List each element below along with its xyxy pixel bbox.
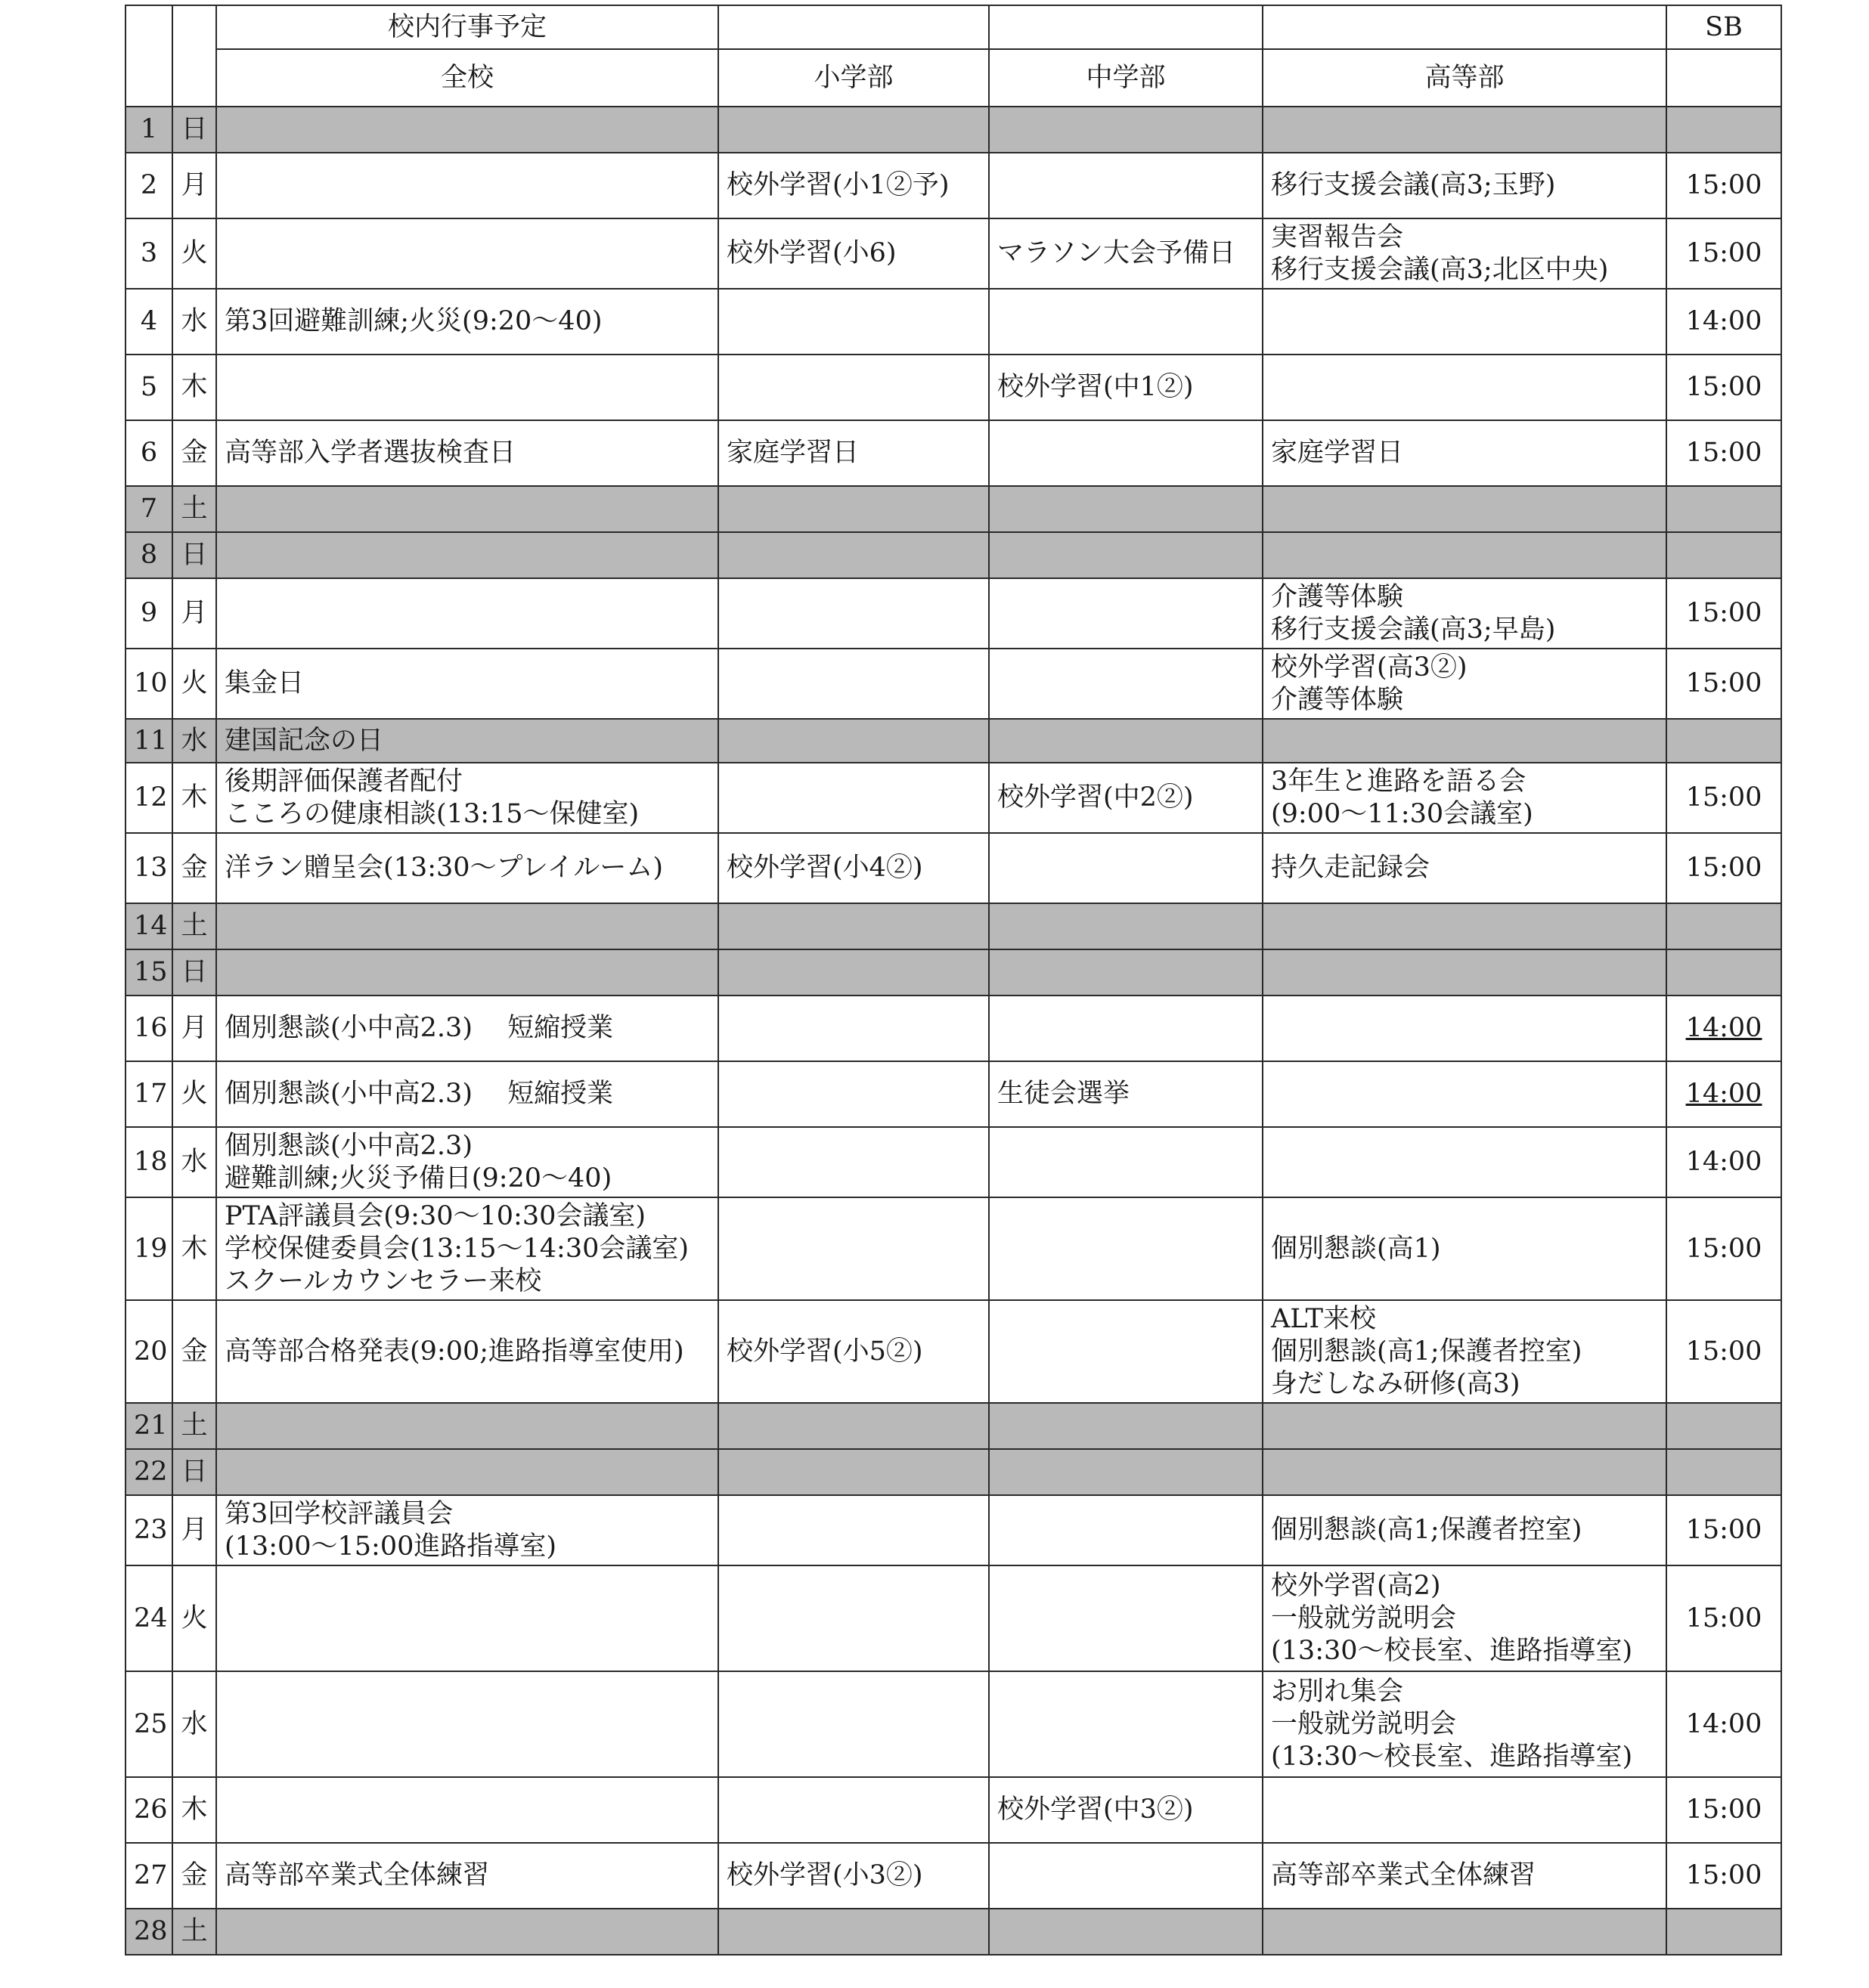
weekday-cell: 土 [172, 1909, 216, 1955]
day-row [126, 486, 1781, 532]
weekday-cell: 火 [172, 1565, 216, 1671]
zenkou-event-cell [216, 486, 718, 532]
zenkou-event-cell: 個別懇談(小中高2.3) 短縮授業 [216, 996, 718, 1061]
chuu-event-cell [989, 153, 1263, 218]
header-shou: 小学部 [718, 49, 989, 107]
day-row [126, 1565, 1781, 1671]
zenkou-event-cell: 第3回学校評議員会 (13:00～15:00進路指導室) [216, 1495, 718, 1565]
kou-event-cell: 個別懇談(高1;保護者控室) [1263, 1495, 1666, 1565]
day-row [126, 532, 1781, 578]
shou-event-cell: 家庭学習日 [718, 420, 989, 486]
kou-event-cell [1263, 107, 1666, 153]
day-number-cell: 28 [126, 1909, 172, 1955]
day-row [126, 833, 1781, 903]
sb-time-cell: 15:00 [1666, 218, 1781, 289]
kou-event-cell [1263, 903, 1666, 949]
weekday-cell: 土 [172, 903, 216, 949]
weekday-cell: 木 [172, 1197, 216, 1300]
chuu-event-cell: 生徒会選挙 [989, 1061, 1263, 1127]
zenkou-event-cell [216, 153, 718, 218]
shou-event-cell [718, 1909, 989, 1955]
day-number-cell: 19 [126, 1197, 172, 1300]
header-row-2 [126, 49, 1781, 107]
day-row [126, 1671, 1781, 1777]
kou-event-cell: お別れ集会 一般就労説明会 (13:30～校長室、進路指導室) [1263, 1671, 1666, 1777]
sb-time-cell [1666, 107, 1781, 153]
chuu-event-cell [989, 1495, 1263, 1565]
sb-time-cell: 14:00 [1666, 1671, 1781, 1777]
shou-event-cell [718, 355, 989, 420]
kou-event-cell: 移行支援会議(高3;玉野) [1263, 153, 1666, 218]
day-number-cell: 7 [126, 486, 172, 532]
kou-event-cell [1263, 1403, 1666, 1449]
zenkou-event-cell: 後期評価保護者配付 こころの健康相談(13:15～保健室) [216, 763, 718, 833]
weekday-cell: 月 [172, 153, 216, 218]
chuu-event-cell [989, 1300, 1263, 1403]
kou-event-cell [1263, 1061, 1666, 1127]
day-number-cell: 21 [126, 1403, 172, 1449]
kou-event-cell: 実習報告会 移行支援会議(高3;北区中央) [1263, 218, 1666, 289]
chuu-event-cell [989, 996, 1263, 1061]
shou-event-cell [718, 1671, 989, 1777]
kou-event-cell: 3年生と進路を語る会 (9:00～11:30会議室) [1263, 763, 1666, 833]
weekday-cell: 日 [172, 949, 216, 996]
kou-event-cell [1263, 289, 1666, 355]
shou-event-cell [718, 578, 989, 649]
day-row [126, 903, 1781, 949]
day-row [126, 420, 1781, 486]
shou-event-cell: 校外学習(小4②) [718, 833, 989, 903]
sb-time-cell [1666, 903, 1781, 949]
chuu-event-cell [989, 1671, 1263, 1777]
chuu-event-cell: 校外学習(中1②) [989, 355, 1263, 420]
kou-event-cell [1263, 1449, 1666, 1495]
kou-event-cell: 高等部卒業式全体練習 [1263, 1843, 1666, 1909]
zenkou-event-cell [216, 1565, 718, 1671]
kou-event-cell [1263, 532, 1666, 578]
header-zenkou: 全校 [216, 49, 718, 107]
shou-event-cell [718, 903, 989, 949]
shou-event-cell: 校外学習(小3②) [718, 1843, 989, 1909]
chuu-event-cell [989, 486, 1263, 532]
sb-time-cell: 14:00 [1666, 289, 1781, 355]
weekday-cell: 金 [172, 1300, 216, 1403]
zenkou-event-cell [216, 578, 718, 649]
shou-event-cell [718, 1565, 989, 1671]
day-row [126, 1197, 1781, 1300]
kou-event-cell: 校外学習(高2) 一般就労説明会 (13:30～校長室、進路指導室) [1263, 1565, 1666, 1671]
sb-time-cell: 14:00 [1666, 996, 1781, 1061]
header-chuu: 中学部 [989, 49, 1263, 107]
day-row [126, 949, 1781, 996]
weekday-cell: 金 [172, 1843, 216, 1909]
weekday-cell: 日 [172, 532, 216, 578]
kou-event-cell [1263, 1777, 1666, 1843]
day-number-cell: 10 [126, 649, 172, 719]
shou-event-cell [718, 289, 989, 355]
weekday-cell: 火 [172, 218, 216, 289]
sb-time-cell [1666, 949, 1781, 996]
kou-event-cell [1263, 1909, 1666, 1955]
day-row [126, 153, 1781, 218]
zenkou-event-cell: 個別懇談(小中高2.3) 避難訓練;火災予備日(9:20～40) [216, 1127, 718, 1197]
chuu-event-cell [989, 1843, 1263, 1909]
shou-event-cell: 校外学習(小1②予) [718, 153, 989, 218]
sb-time-cell [1666, 486, 1781, 532]
shou-event-cell [718, 763, 989, 833]
weekday-cell: 月 [172, 996, 216, 1061]
header-sb: SB [1666, 5, 1781, 49]
chuu-event-cell [989, 949, 1263, 996]
day-number-cell: 24 [126, 1565, 172, 1671]
weekday-cell: 月 [172, 578, 216, 649]
day-number-cell: 3 [126, 218, 172, 289]
day-row [126, 218, 1781, 289]
zenkou-event-cell: 高等部合格発表(9:00;進路指導室使用) [216, 1300, 718, 1403]
weekday-cell: 水 [172, 1671, 216, 1777]
shou-event-cell [718, 719, 989, 763]
chuu-event-cell [989, 420, 1263, 486]
day-number-cell: 11 [126, 719, 172, 763]
day-number-cell: 22 [126, 1449, 172, 1495]
shou-event-cell: 校外学習(小6) [718, 218, 989, 289]
header-blank-dow [172, 5, 216, 107]
kou-event-cell: ALT来校 個別懇談(高1;保護者控室) 身だしなみ研修(高3) [1263, 1300, 1666, 1403]
chuu-event-cell [989, 532, 1263, 578]
zenkou-event-cell [216, 1449, 718, 1495]
day-number-cell: 27 [126, 1843, 172, 1909]
zenkou-event-cell: 高等部卒業式全体練習 [216, 1843, 718, 1909]
sb-time-cell: 15:00 [1666, 420, 1781, 486]
sb-time-cell: 15:00 [1666, 578, 1781, 649]
shou-event-cell [718, 1197, 989, 1300]
schedule-body [126, 107, 1781, 1955]
zenkou-event-cell [216, 1671, 718, 1777]
sb-time-cell: 14:00 [1666, 1061, 1781, 1127]
day-number-cell: 14 [126, 903, 172, 949]
header-blank-kou [1263, 5, 1666, 49]
sb-time-cell: 15:00 [1666, 649, 1781, 719]
day-number-cell: 4 [126, 289, 172, 355]
chuu-event-cell [989, 289, 1263, 355]
day-number-cell: 12 [126, 763, 172, 833]
sb-time-cell: 15:00 [1666, 763, 1781, 833]
sb-time-cell: 15:00 [1666, 1843, 1781, 1909]
weekday-cell: 木 [172, 763, 216, 833]
sb-time-cell: 15:00 [1666, 1197, 1781, 1300]
zenkou-event-cell: 集金日 [216, 649, 718, 719]
weekday-cell: 土 [172, 1403, 216, 1449]
day-row [126, 996, 1781, 1061]
sb-time-cell: 15:00 [1666, 833, 1781, 903]
day-row [126, 763, 1781, 833]
header-blank-shou [718, 5, 989, 49]
chuu-event-cell [989, 833, 1263, 903]
weekday-cell: 月 [172, 1495, 216, 1565]
day-number-cell: 20 [126, 1300, 172, 1403]
kou-event-cell [1263, 719, 1666, 763]
day-number-cell: 26 [126, 1777, 172, 1843]
header-blank-day [126, 5, 172, 107]
zenkou-event-cell: 個別懇談(小中高2.3) 短縮授業 [216, 1061, 718, 1127]
zenkou-event-cell [216, 1777, 718, 1843]
shou-event-cell [718, 1403, 989, 1449]
shou-event-cell: 校外学習(小5②) [718, 1300, 989, 1403]
day-number-cell: 6 [126, 420, 172, 486]
chuu-event-cell [989, 649, 1263, 719]
weekday-cell: 木 [172, 355, 216, 420]
kou-event-cell: 家庭学習日 [1263, 420, 1666, 486]
weekday-cell: 土 [172, 486, 216, 532]
shou-event-cell [718, 107, 989, 153]
shou-event-cell [718, 1777, 989, 1843]
day-row [126, 1495, 1781, 1565]
day-number-cell: 1 [126, 107, 172, 153]
day-row [126, 1909, 1781, 1955]
kou-event-cell [1263, 1127, 1666, 1197]
sb-time-cell: 14:00 [1666, 1127, 1781, 1197]
header-kou: 高等部 [1263, 49, 1666, 107]
day-number-cell: 18 [126, 1127, 172, 1197]
kou-event-cell: 個別懇談(高1) [1263, 1197, 1666, 1300]
kou-event-cell [1263, 355, 1666, 420]
header-group-title: 校内行事予定 [216, 5, 718, 49]
sb-time-cell: 15:00 [1666, 1565, 1781, 1671]
day-number-cell: 9 [126, 578, 172, 649]
kou-event-cell: 介護等体験 移行支援会議(高3;早島) [1263, 578, 1666, 649]
chuu-event-cell [989, 107, 1263, 153]
zenkou-event-cell [216, 903, 718, 949]
chuu-event-cell [989, 1403, 1263, 1449]
day-row [126, 289, 1781, 355]
day-row [126, 649, 1781, 719]
zenkou-event-cell [216, 949, 718, 996]
zenkou-event-cell [216, 1909, 718, 1955]
day-row [126, 1061, 1781, 1127]
weekday-cell: 木 [172, 1777, 216, 1843]
weekday-cell: 金 [172, 833, 216, 903]
sb-time-cell [1666, 532, 1781, 578]
sb-time-cell [1666, 719, 1781, 763]
day-number-cell: 25 [126, 1671, 172, 1777]
day-row [126, 578, 1781, 649]
shou-event-cell [718, 1127, 989, 1197]
zenkou-event-cell [216, 218, 718, 289]
day-number-cell: 23 [126, 1495, 172, 1565]
weekday-cell: 水 [172, 1127, 216, 1197]
schedule-table [125, 5, 1782, 1955]
weekday-cell: 日 [172, 1449, 216, 1495]
day-row [126, 1843, 1781, 1909]
shou-event-cell [718, 649, 989, 719]
zenkou-event-cell [216, 355, 718, 420]
sb-time-cell: 15:00 [1666, 355, 1781, 420]
chuu-event-cell [989, 578, 1263, 649]
day-row [126, 1127, 1781, 1197]
zenkou-event-cell [216, 532, 718, 578]
weekday-cell: 水 [172, 289, 216, 355]
kou-event-cell [1263, 486, 1666, 532]
header-blank-chuu [989, 5, 1263, 49]
day-row [126, 1300, 1781, 1403]
kou-event-cell [1263, 949, 1666, 996]
zenkou-event-cell: PTA評議員会(9:30～10:30会議室) 学校保健委員会(13:15～14:30会議室) スクールカウンセラー来校 [216, 1197, 718, 1300]
zenkou-event-cell [216, 1403, 718, 1449]
day-number-cell: 13 [126, 833, 172, 903]
shou-event-cell [718, 1495, 989, 1565]
chuu-event-cell: マラソン大会予備日 [989, 218, 1263, 289]
weekday-cell: 火 [172, 649, 216, 719]
weekday-cell: 火 [172, 1061, 216, 1127]
weekday-cell: 水 [172, 719, 216, 763]
sb-time-cell: 15:00 [1666, 1300, 1781, 1403]
shou-event-cell [718, 1449, 989, 1495]
sb-time-cell [1666, 1403, 1781, 1449]
day-row [126, 355, 1781, 420]
chuu-event-cell [989, 1127, 1263, 1197]
day-row [126, 719, 1781, 763]
chuu-event-cell: 校外学習(中2②) [989, 763, 1263, 833]
day-row [126, 107, 1781, 153]
weekday-cell: 日 [172, 107, 216, 153]
zenkou-event-cell [216, 107, 718, 153]
zenkou-event-cell: 高等部入学者選抜検査日 [216, 420, 718, 486]
sb-time-cell: 15:00 [1666, 153, 1781, 218]
shou-event-cell [718, 1061, 989, 1127]
weekday-cell: 金 [172, 420, 216, 486]
day-number-cell: 8 [126, 532, 172, 578]
shou-event-cell [718, 486, 989, 532]
sb-time-cell: 15:00 [1666, 1495, 1781, 1565]
header-blank-sb [1666, 49, 1781, 107]
shou-event-cell [718, 949, 989, 996]
day-number-cell: 2 [126, 153, 172, 218]
chuu-event-cell [989, 1197, 1263, 1300]
kou-event-cell: 校外学習(高3②) 介護等体験 [1263, 649, 1666, 719]
day-row [126, 1777, 1781, 1843]
chuu-event-cell: 校外学習(中3②) [989, 1777, 1263, 1843]
kou-event-cell: 持久走記録会 [1263, 833, 1666, 903]
header-row-1 [126, 5, 1781, 49]
day-number-cell: 15 [126, 949, 172, 996]
day-number-cell: 17 [126, 1061, 172, 1127]
sb-time-cell: 15:00 [1666, 1777, 1781, 1843]
shou-event-cell [718, 532, 989, 578]
day-row [126, 1403, 1781, 1449]
chuu-event-cell [989, 1449, 1263, 1495]
zenkou-event-cell: 第3回避難訓練;火災(9:20～40) [216, 289, 718, 355]
chuu-event-cell [989, 1909, 1263, 1955]
zenkou-event-cell: 洋ラン贈呈会(13:30～プレイルーム) [216, 833, 718, 903]
sb-time-cell [1666, 1909, 1781, 1955]
shou-event-cell [718, 996, 989, 1061]
chuu-event-cell [989, 1565, 1263, 1671]
day-row [126, 1449, 1781, 1495]
kou-event-cell [1263, 996, 1666, 1061]
sb-time-cell [1666, 1449, 1781, 1495]
day-number-cell: 16 [126, 996, 172, 1061]
chuu-event-cell [989, 903, 1263, 949]
chuu-event-cell [989, 719, 1263, 763]
zenkou-event-cell: 建国記念の日 [216, 719, 718, 763]
day-number-cell: 5 [126, 355, 172, 420]
